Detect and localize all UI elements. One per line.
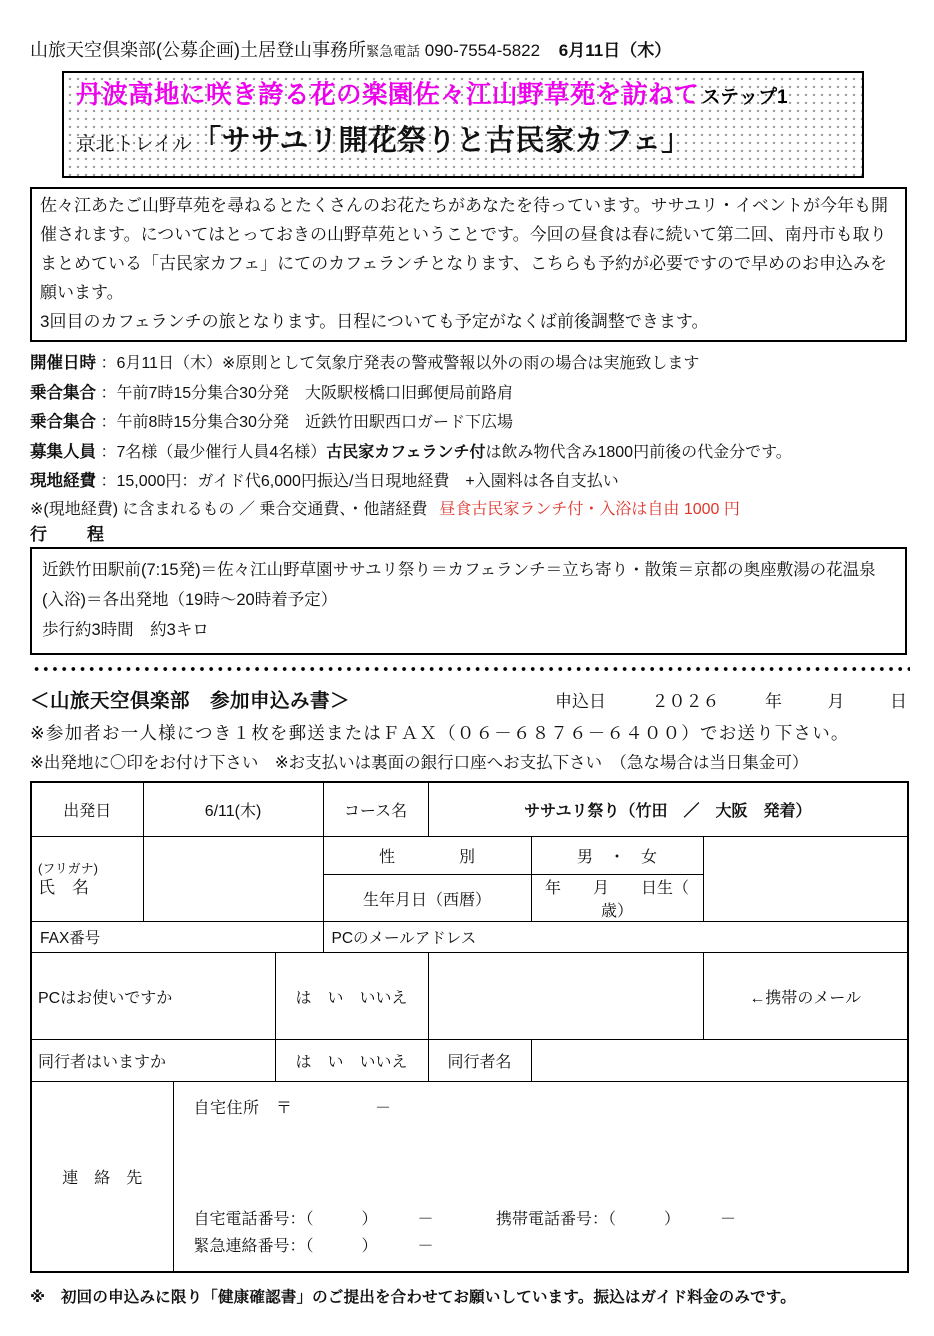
title-line1 xyxy=(76,80,852,114)
apply-date-day-suffix: 日 xyxy=(890,691,907,711)
title-box xyxy=(62,71,864,178)
detail-label: 乗合集合 xyxy=(30,383,96,402)
phone-row xyxy=(194,1206,894,1233)
companion-options[interactable]: は い いいえ xyxy=(275,1040,428,1082)
title-event-name: 「ササユリ開花祭りと古民家カフェ」 xyxy=(192,125,691,157)
expense-note-text: ※(現地経費) に含まれるもの ／ 乗合交通費、・他諸経費 xyxy=(30,500,428,518)
phone-block xyxy=(194,1206,894,1260)
application-form-title: ＜山旅天空倶楽部 参加申込み書＞ xyxy=(30,689,351,712)
detail-label: 乗合集合 xyxy=(30,413,96,431)
name-label: 氏 名 xyxy=(38,877,89,897)
row-contact xyxy=(31,1082,908,1272)
birthdate-input-cell[interactable]: 年 月 日生（ 歳） xyxy=(531,875,703,922)
row-departure xyxy=(31,782,908,837)
fax-number-field[interactable]: FAX番号 xyxy=(31,922,323,953)
contact-inner xyxy=(180,1083,902,1270)
companion-name-label: 同行者名 xyxy=(428,1040,531,1082)
home-address-line[interactable]: 自宅住所 〒 － xyxy=(193,1099,392,1117)
contact-label: 連 絡 先 xyxy=(31,1082,173,1272)
companion-label: 同行者はいますか xyxy=(31,1040,275,1082)
application-note-payment: ※出発地に〇印をお付け下さい ※お支払いは裏面の銀行口座へお支払下さい （急な場合は当日集金可） xyxy=(30,753,809,772)
detail-tail-text: は飲み物代含み1800円前後の代金分です。 xyxy=(485,443,792,461)
application-date-line xyxy=(555,687,907,712)
intro-box xyxy=(30,187,907,342)
departure-date-value: 6/11(木) xyxy=(143,782,323,837)
intro-paragraph-1: 佐々江あたご山野草苑を尋ねるとたくさんのお花たちがあなたを待っています。ササユリ・イベントが今年も開催されます。についてはとっておきの山野草苑ということです。今回の昼食は春に続いて第二回、南丹市も取りまとめている「古民家カフェ」にてのカフェランチとなります、こちらも予約が必要ですので早めのお申込みを願います。 xyxy=(40,196,888,302)
application-form-table xyxy=(30,781,909,1273)
detail-label: 現地経費 xyxy=(30,472,96,490)
departure-date-label: 出発日 xyxy=(31,782,143,837)
apply-date-year-suffix: 年 xyxy=(765,691,782,711)
document-header xyxy=(30,36,905,62)
detail-text: ：15,000円：ガイド代6,000円振込/当日現地経費 +入園料は各自支払い xyxy=(100,473,619,490)
itinerary-box xyxy=(30,547,907,655)
row-fax-mail xyxy=(31,922,908,953)
event-details xyxy=(30,349,905,547)
title-catchphrase: 丹波高地に咲き誇る花の楽園佐々江山野草苑を訪ねて xyxy=(76,81,700,109)
row-companion xyxy=(31,1040,908,1082)
detail-text: ：7名様（最少催行人員4名様） xyxy=(100,443,327,461)
application-heading-row xyxy=(30,685,907,713)
name-input-cell[interactable] xyxy=(143,837,323,922)
itinerary-walk-info: 歩行約3時間 約3キロ xyxy=(42,620,209,639)
detail-text: ：6月11日（木）※原則として気象庁発表の警戒警報以外の雨の場合は実施致します xyxy=(100,355,700,372)
home-phone-field[interactable]: 自宅電話番号：（ ） － xyxy=(193,1210,434,1228)
title-line2 xyxy=(76,123,852,164)
dotted-separator xyxy=(32,666,910,672)
detail-text: ：午前7時15分集合30分発 大阪駅桜橋口旧郵便局前路肩 xyxy=(100,384,513,402)
detail-row-schedule xyxy=(30,349,905,379)
apply-date-month-suffix: 月 xyxy=(827,691,845,711)
contact-input-cell[interactable] xyxy=(173,1082,908,1272)
emergency-phone-number: 090-7554-5822 xyxy=(424,41,541,60)
mobile-mail-input-cell[interactable] xyxy=(428,953,703,1040)
apply-date-year-value: ２０２６ xyxy=(651,691,720,711)
pc-usage-options[interactable]: は い いいえ xyxy=(275,953,428,1040)
title-trail-name: 京北トレイル xyxy=(76,134,193,155)
course-name-value: ササユリ祭り（竹田 ／ 大阪 発着） xyxy=(428,782,908,837)
gender-options[interactable]: 男 ・ 女 xyxy=(531,837,703,875)
companion-name-input-cell[interactable] xyxy=(531,1040,908,1082)
emergency-phone-label: 緊急電話 xyxy=(366,44,420,59)
club-name: 山旅天空倶楽部(公募企画)土居登山事務所 xyxy=(30,40,366,60)
row-pc-usage xyxy=(31,953,908,1040)
itinerary-route: 近鉄竹田駅前(7:15発)＝佐々江山野草園ササユリ祭り＝カフェランチ＝立ち寄り・散策＝京都の奥座敷湯の花温泉(入浴)＝各出発地（19時～20時着予定） xyxy=(42,560,876,609)
pc-usage-label: PCはお使いですか xyxy=(31,953,275,1040)
detail-text: ：午前8時15分集合30分発 近鉄竹田駅西口ガード下広場 xyxy=(100,414,513,431)
detail-row-meeting-osaka xyxy=(30,379,905,409)
detail-row-meeting-takeda xyxy=(30,408,905,438)
footer-health-note: ※ 初回の申込みに限り「健康確認書」のご提出を合わせてお願いしています。振込はガイド料金のみです。 xyxy=(30,1288,796,1306)
course-name-label: コース名 xyxy=(323,782,428,837)
mobile-mail-note: ←携帯のメール xyxy=(703,953,908,1040)
birthdate-label: 生年月日（西暦） xyxy=(323,875,531,922)
emergency-contact-field[interactable]: 緊急連絡番号：（ ） － xyxy=(193,1237,434,1255)
furigana-label: (フリガナ) xyxy=(38,860,99,876)
expense-note-red-text: 昼食古民家ランチ付・入浴は自由 1000 円 xyxy=(439,500,740,518)
event-date: 6月11日（木） xyxy=(558,41,672,60)
detail-label: 募集人員 xyxy=(30,442,96,461)
name-label-cell xyxy=(31,837,143,922)
gender-label: 性 別 xyxy=(323,837,531,875)
expense-note-row xyxy=(30,497,905,523)
application-note-fax: ※参加者お一人様につき１枚を郵送またはＦＡＸ（０６－６８７６－６４００）でお送り下さい。 xyxy=(30,722,850,743)
title-step: ステップ1 xyxy=(701,87,788,108)
mobile-phone-field[interactable]: 携帯電話番号：（ ） － xyxy=(495,1210,736,1228)
detail-row-expense xyxy=(30,467,905,497)
pc-mail-field[interactable]: PCのメールアドレス xyxy=(323,922,908,953)
row-name-gender xyxy=(31,837,908,875)
itinerary-heading: 行 程 xyxy=(30,524,106,544)
apply-date-label: 申込日 xyxy=(555,691,606,711)
detail-label: 開催日時 xyxy=(30,354,96,372)
detail-bold-text: 古民家カフェランチ付 xyxy=(326,443,486,461)
detail-row-capacity xyxy=(30,438,905,468)
intro-paragraph-2: 3回目のカフェランチの旅となります。日程についても予定がなくば前後調整できます。 xyxy=(40,312,709,331)
